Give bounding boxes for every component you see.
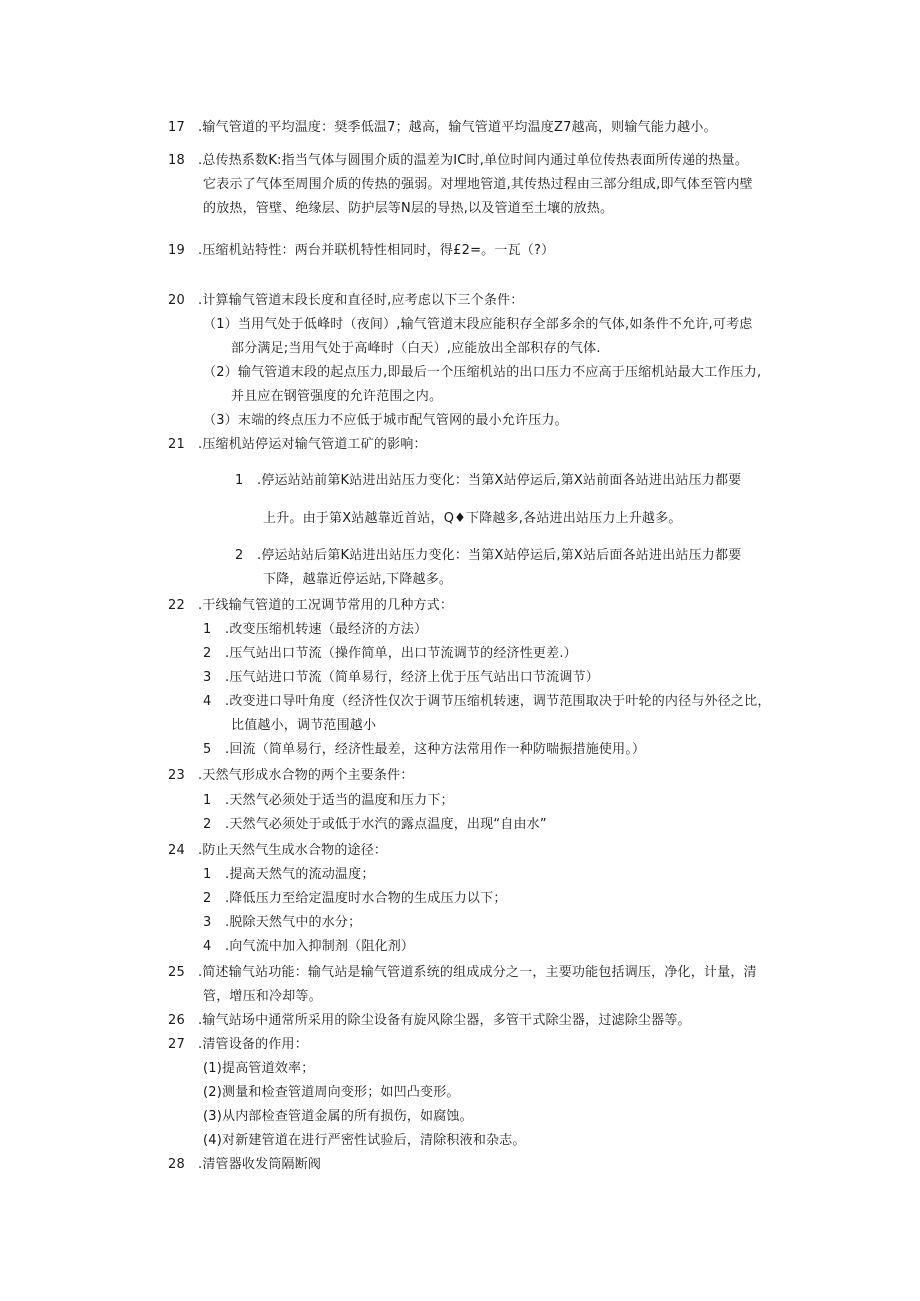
item-27-sub-1: (1)提高管道效率；: [203, 1061, 315, 1076]
item-25-line-2: 管，增压和冷却等。: [203, 989, 322, 1004]
item-23: [168, 767, 414, 785]
sub-number: 4: [203, 939, 212, 954]
item-18: [168, 152, 748, 170]
item-22: [168, 597, 453, 615]
item-25: [168, 964, 757, 982]
item-22-sub-5: [203, 741, 645, 759]
item-text: .防止天然气生成水合物的途径：: [198, 843, 388, 858]
sub-number: 4: [203, 694, 212, 709]
sub-text: .改变压缩机转速（最经济的方法）: [225, 622, 428, 637]
item-text: .清管器收发筒隔断阀: [198, 1157, 322, 1172]
sub-text: .天然气必须处于适当的温度和压力下；: [225, 793, 454, 808]
item-21-sub-1: [235, 472, 741, 490]
sub-number: 1: [203, 622, 212, 637]
sub-text: .压气站出口节流（操作简单，出口节流调节的经济性更差.）: [225, 646, 577, 661]
item-22-sub-4-cont: 比值越小，调节范围越小: [231, 718, 377, 733]
item-number: 21: [168, 437, 185, 452]
sub-text: .改变进口导叶角度（经济性仅次于调节压缩机转速，调节范围取决于叶轮的内径与外径之比，: [225, 694, 771, 709]
item-24: [168, 842, 387, 860]
item-27-sub-4: (4)对新建管道在进行严密性试验后，清除积液和杂志。: [203, 1133, 526, 1148]
item-21: [168, 436, 427, 454]
item-24-sub-3: [203, 914, 361, 932]
sub-text: .向气流中加入抑制剂（阻化剂）: [225, 939, 415, 954]
item-text: .干线输气管道的工况调节常用的几种方式：: [198, 598, 454, 613]
sub-number: 2: [203, 891, 212, 906]
item-21-sub-1-cont: 上升。由于第X站越靠近首站，Q♦下降越多,各站进出站压力上升越多。: [263, 511, 682, 526]
item-text: .总传热系数K:指当气体与圆围介质的温差为IC时,单位时间内通过单位传热表面所传递的热量。: [198, 153, 749, 168]
sub-text: .降低压力至给定温度时水合物的生成压力以下；: [225, 891, 507, 906]
item-number: 27: [168, 1037, 185, 1052]
sub-number: 2: [235, 548, 244, 563]
sub-number: 5: [203, 742, 212, 757]
item-17: [168, 119, 717, 137]
item-text: .压缩机站特性：两台并联机特性相同时，得£2=。一瓦（?）: [198, 243, 555, 258]
item-24-sub-2: [203, 890, 507, 908]
item-number: 28: [168, 1157, 185, 1172]
item-number: 23: [168, 768, 185, 783]
item-27-sub-3: (3)从内部检查管道金属的所有损伤，如腐蚀。: [203, 1109, 473, 1124]
sub-number: 1: [203, 793, 212, 808]
item-19: [168, 242, 554, 260]
item-text: .压缩机站停运对输气管道工矿的影响：: [198, 437, 427, 452]
sub-text: .停运站站前第K站进出站压力变化：当第X站停运后,第X站前面各站进出站压力都要: [257, 473, 742, 488]
item-20-condition-2: （2）输气管道末段的起点压力,即最后一个压缩机站的出口压力不应高于压缩机站最大工作压力,: [203, 365, 762, 380]
item-21-sub-2: [235, 547, 741, 565]
sub-text: .天然气必须处于或低于水汽的露点温度，出现“自由水”: [225, 817, 547, 832]
item-number: 22: [168, 598, 185, 613]
item-number: 20: [168, 293, 185, 308]
item-26: [168, 1012, 691, 1030]
item-22-sub-4: [203, 693, 771, 711]
item-24-sub-1: [203, 866, 375, 884]
item-22-sub-2: [203, 645, 577, 663]
item-number: 17: [168, 120, 185, 135]
sub-text: .停运站站后第K站进出站压力变化：当第X站停运后,第X站后面各站进出站压力都要: [257, 548, 742, 563]
item-18-line-3: 的放热，管壁、绝缘层、防护层等N层的导热,以及管道至土壤的放热。: [203, 201, 614, 216]
item-number: 24: [168, 843, 185, 858]
item-number: 19: [168, 243, 185, 258]
item-22-sub-3: [203, 669, 599, 687]
sub-number: 3: [203, 670, 212, 685]
item-text: .输气站场中通常所采用的除尘设备有旋风除尘器，多管干式除尘器，过滤除尘器等。: [198, 1013, 691, 1028]
item-text: .简述输气站功能：输气站是输气管道系统的组成成分之一，主要功能包括调压，净化，计量，清: [198, 965, 757, 980]
sub-text: .回流（简单易行，经济性最差，这种方法常用作一种防喘振措施使用。）: [225, 742, 646, 757]
item-number: 18: [168, 153, 185, 168]
item-number: 26: [168, 1013, 185, 1028]
sub-number: 3: [203, 915, 212, 930]
item-text: .计算输气管道末段长度和直径时,应考虑以下三个条件：: [198, 293, 524, 308]
item-20-condition-1: （1）当用气处于低峰时（夜间）,输气管道末段应能积存全部多余的气体,如条件不允许,可考虑: [203, 317, 753, 332]
sub-number: 1: [203, 867, 212, 882]
item-text: .输气管道的平均温度：奨季低温7；越高，输气管道平均温度Z7越高，则输气能力越小。: [198, 120, 717, 135]
item-28: [168, 1156, 321, 1174]
item-20: [168, 292, 523, 310]
item-27: [168, 1036, 308, 1054]
sub-text: .提高天然气的流动温度；: [225, 867, 375, 882]
item-24-sub-4: [203, 938, 414, 956]
item-20-condition-2-cont: 并且应在钢管强度的允许范围之内。: [231, 389, 443, 404]
item-23-sub-2: [203, 816, 547, 834]
sub-number: 2: [203, 646, 212, 661]
item-text: .清管设备的作用：: [198, 1037, 308, 1052]
sub-number: 1: [235, 473, 244, 488]
item-21-sub-2-cont: 下降，越靠近停运站,下降越多。: [263, 572, 453, 587]
sub-text: .压气站进口节流（简单易行，经济上优于压气站出口节流调节）: [225, 670, 599, 685]
sub-number: 2: [203, 817, 212, 832]
item-text: .天然气形成水合物的两个主要条件：: [198, 768, 414, 783]
item-20-condition-1-cont: 部分满足;当用气处于高峰时（白天）,应能放出全部积存的气体.: [231, 341, 601, 356]
item-22-sub-1: [203, 621, 427, 639]
item-number: 25: [168, 965, 185, 980]
item-23-sub-1: [203, 792, 454, 810]
item-20-condition-3: （3）末端的终点压力不应低于城市配气管网的最小允许压力。: [203, 413, 568, 428]
sub-text: .脱除天然气中的水分；: [225, 915, 362, 930]
item-18-line-2: 它表示了气体至周围介质的传热的强弱。对埋地管道,其传热过程由三部分组成,即气体至管内壁: [203, 177, 753, 192]
item-27-sub-2: (2)测量和检查管道周向变形；如凹凸变形。: [203, 1085, 460, 1100]
